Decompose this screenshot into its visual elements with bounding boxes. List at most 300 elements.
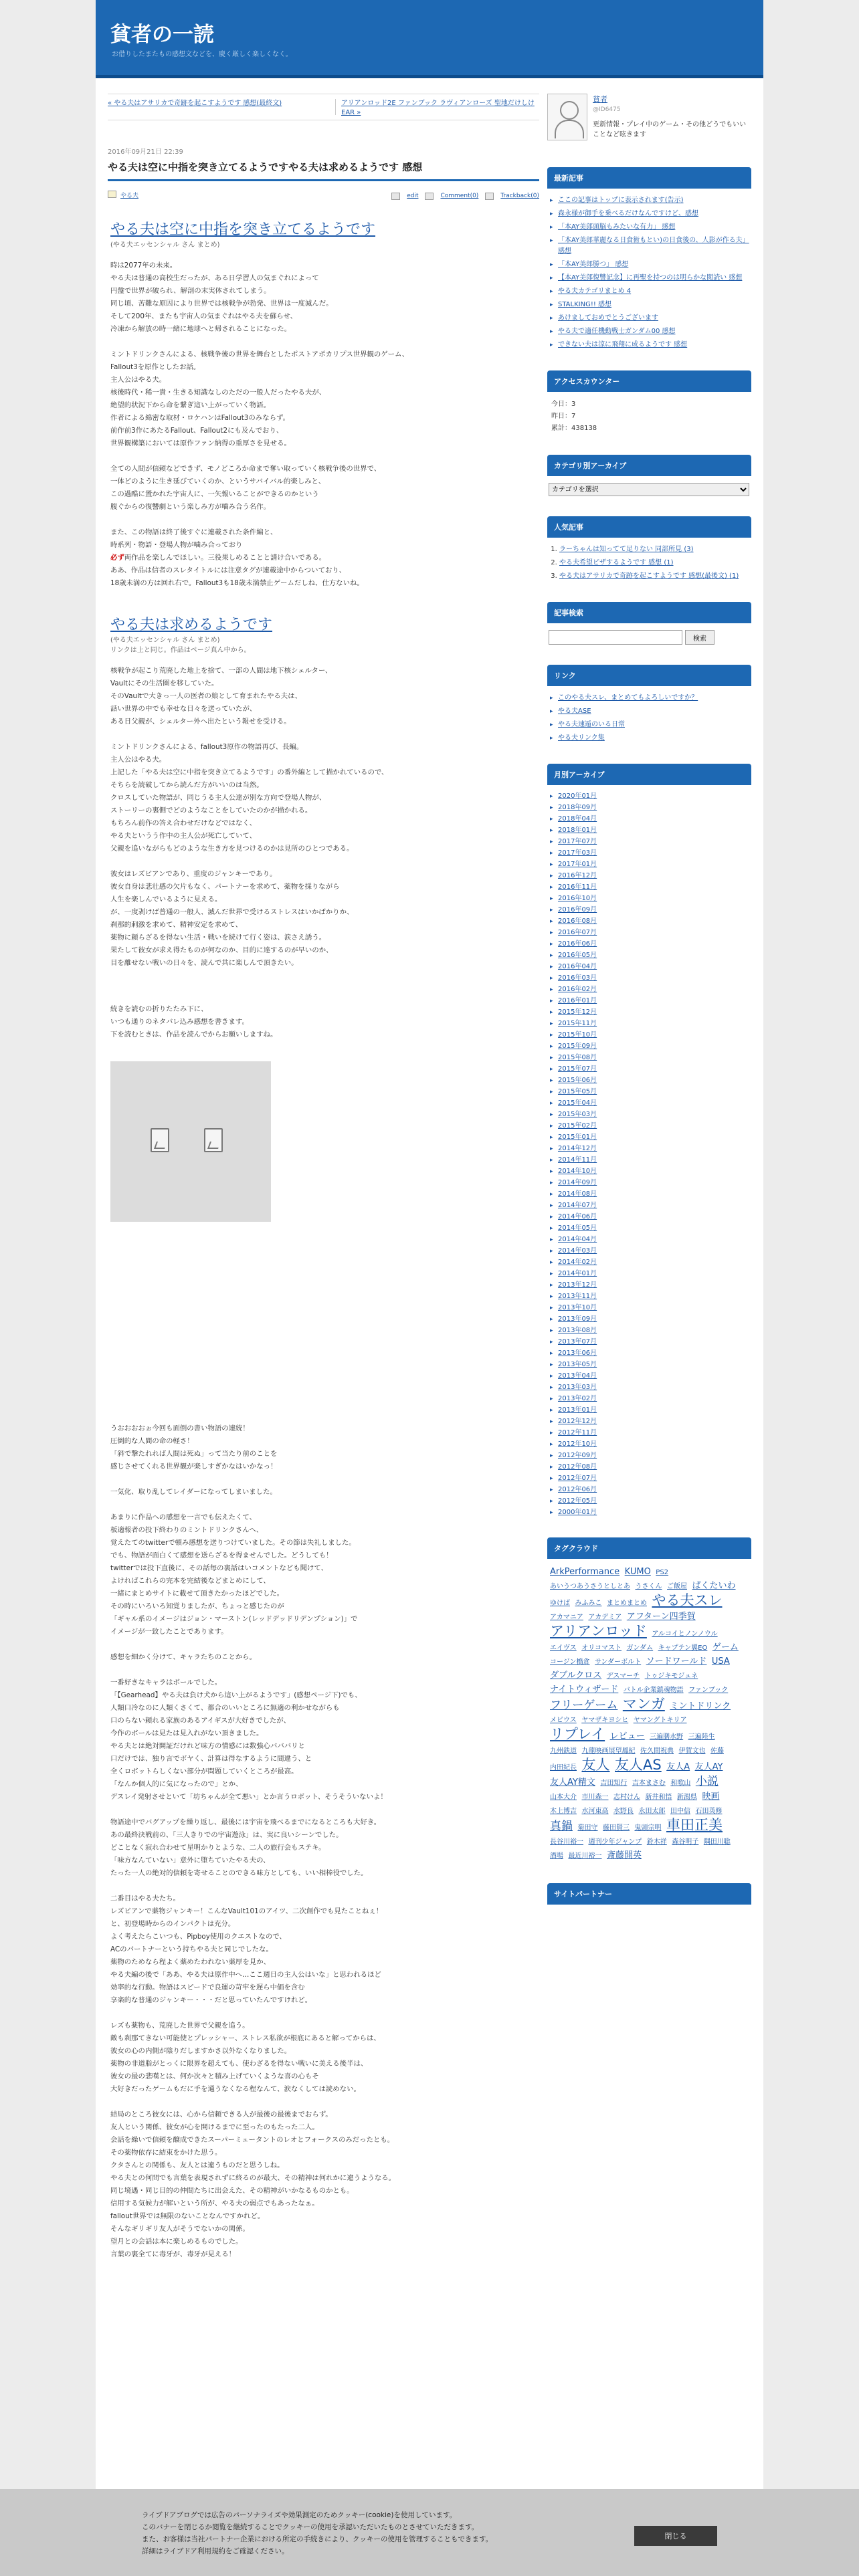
search-form bbox=[547, 630, 751, 645]
archive-month-link[interactable]: 2015年02月 bbox=[558, 1122, 597, 1130]
blog-wrapper bbox=[96, 0, 763, 2576]
archive-month-link[interactable]: 2012年05月 bbox=[558, 1497, 597, 1505]
sidebar-link-link[interactable]: やる夫速遁のいる日常 bbox=[558, 721, 625, 728]
tag-link[interactable]: 酒場 bbox=[550, 1852, 563, 1860]
tag-link[interactable]: レビュー bbox=[609, 1731, 645, 1741]
tag-link[interactable]: 吉本まさむ bbox=[632, 1780, 666, 1787]
archive-month-link[interactable]: 2016年04月 bbox=[558, 963, 597, 970]
archive-month-item bbox=[550, 1315, 751, 1324]
tag-link[interactable]: アフターン四季賀 bbox=[626, 1612, 696, 1622]
tag-link[interactable]: 木上博吉 bbox=[550, 1808, 577, 1815]
archive-month-link[interactable]: 2015年04月 bbox=[558, 1099, 597, 1107]
search-widget bbox=[547, 602, 751, 645]
archive-month-item bbox=[550, 1235, 751, 1245]
archive-month-item bbox=[550, 1212, 751, 1222]
tag-link[interactable]: リプレイ bbox=[550, 1726, 605, 1742]
archive-month-item bbox=[550, 1292, 751, 1301]
tag-link[interactable]: 鬼頭宗明 bbox=[634, 1824, 662, 1832]
widget-title: アクセスカウンター bbox=[547, 370, 751, 392]
profile-id[interactable]: @ID6475 bbox=[593, 106, 621, 113]
archive-month-item bbox=[550, 905, 751, 915]
section-source: (やる夫エッセンシャル さん まとめ) リンクは上と同じ。作品はページ真ん中から。 bbox=[110, 637, 251, 654]
post-date: 2016年09月21日 22:39 bbox=[108, 148, 183, 156]
archive-month-link[interactable]: 2018年09月 bbox=[558, 804, 597, 811]
popular-posts-widget bbox=[547, 516, 751, 582]
tag-link[interactable]: ミントドリンク bbox=[670, 1701, 731, 1711]
tag-link[interactable]: トゥジキモジュネ bbox=[644, 1673, 698, 1680]
tag-link[interactable]: キャプテン翼EO bbox=[658, 1644, 708, 1652]
tag-link[interactable]: メビウス bbox=[550, 1717, 577, 1724]
tag-link[interactable]: 伊賀文也 bbox=[678, 1747, 706, 1755]
archive-month-link[interactable]: 2014年08月 bbox=[558, 1190, 597, 1198]
archive-month-item bbox=[550, 1144, 751, 1154]
archive-month-link[interactable]: 2015年11月 bbox=[558, 1020, 597, 1027]
archive-month-item bbox=[550, 1065, 751, 1074]
archive-month-link[interactable]: 2013年03月 bbox=[558, 1384, 597, 1391]
archive-month-item bbox=[550, 1247, 751, 1256]
recent-post-item bbox=[550, 326, 751, 337]
archive-month-link[interactable]: 2016年12月 bbox=[558, 872, 597, 879]
tag-link[interactable]: 佐藤 bbox=[710, 1747, 724, 1755]
archive-month-item bbox=[550, 951, 751, 960]
cookie-text: ライブドアブログでは広告のパーソナライズや効果測定のためクッキー(cookie)を使用しています。 このバナーを閉じるか閲覧を継続することでクッキーの使用を承認いただいたものとさせていただきます。 また、お客様は当社パートナー企業における所定の手続きにより、クッキーの使用を管理することもできます。 詳細はライブドア利用規約をご確認ください。 bbox=[142, 2511, 493, 2555]
archive-month-link[interactable]: 2012年06月 bbox=[558, 1486, 597, 1493]
archive-month-item bbox=[550, 837, 751, 847]
tag-link[interactable]: KUMO bbox=[624, 1567, 651, 1577]
tag-link[interactable]: 真鍋 bbox=[550, 1820, 573, 1833]
archive-month-link[interactable]: 2014年04月 bbox=[558, 1236, 597, 1243]
archive-month-link[interactable]: 2013年07月 bbox=[558, 1338, 597, 1346]
category-select[interactable] bbox=[549, 483, 749, 496]
warning-text: 必ず bbox=[110, 554, 124, 562]
tag-link[interactable]: アリアンロッド bbox=[550, 1623, 647, 1639]
tag-link[interactable]: 週刊少年ジャンプ bbox=[588, 1838, 642, 1846]
search-input[interactable] bbox=[549, 630, 682, 645]
archive-month-item bbox=[550, 1497, 751, 1506]
section-heading[interactable]: やる夫は空に中指を突き立てるようです bbox=[110, 221, 376, 238]
tag-link[interactable]: 友人AY精文 bbox=[550, 1778, 595, 1788]
archive-month-item bbox=[550, 1167, 751, 1176]
tag-link[interactable]: 長谷川裕一 bbox=[550, 1838, 583, 1846]
tag-cloud-widget bbox=[547, 1537, 751, 1863]
tag-link[interactable]: オリコマスト bbox=[581, 1644, 622, 1652]
archive-month-link[interactable]: 2013年08月 bbox=[558, 1327, 597, 1334]
site-title[interactable]: 貧者の一読 bbox=[110, 23, 214, 47]
archive-month-item bbox=[550, 1133, 751, 1142]
archive-month-item bbox=[550, 940, 751, 949]
archive-month-link[interactable]: 2012年08月 bbox=[558, 1463, 597, 1471]
tag-link[interactable]: 友人A bbox=[666, 1762, 690, 1772]
archive-month-link[interactable]: 2018年04月 bbox=[558, 815, 597, 823]
archive-month-item bbox=[550, 849, 751, 858]
recent-post-link[interactable]: やる夫で適任機動戦士ガンダム00 感想 bbox=[558, 328, 676, 335]
tag-link[interactable]: ぱくたいわ bbox=[692, 1581, 736, 1591]
recent-post-link[interactable]: やる夫カテゴリまとめ 4 bbox=[558, 288, 632, 295]
archive-month-item bbox=[550, 1110, 751, 1119]
edit-icon bbox=[391, 193, 400, 200]
archive-month-item bbox=[550, 1121, 751, 1131]
site-header bbox=[96, 0, 763, 78]
recent-post-item bbox=[550, 273, 751, 284]
archive-month-item bbox=[550, 1042, 751, 1051]
post-title: やる夫は空に中指を突き立てるようですやる夫は求めるようです 感想 bbox=[108, 160, 539, 181]
tag-link[interactable]: 友人AS bbox=[615, 1757, 662, 1773]
trackback-icon bbox=[485, 193, 494, 200]
archive-month-item bbox=[550, 1417, 751, 1426]
archive-month-link[interactable]: 2013年06月 bbox=[558, 1350, 597, 1357]
recent-post-item bbox=[550, 340, 751, 350]
avatar[interactable] bbox=[547, 94, 587, 140]
archive-month-link[interactable]: 2017年07月 bbox=[558, 838, 597, 845]
widget-title: 記事検索 bbox=[547, 602, 751, 623]
archive-month-link[interactable]: 2016年06月 bbox=[558, 940, 597, 948]
archive-month-link[interactable]: 2016年03月 bbox=[558, 974, 597, 982]
archive-month-link[interactable]: 2013年05月 bbox=[558, 1361, 597, 1368]
recent-post-link[interactable]: できない夫は涼に飛翔に成るようです 感想 bbox=[558, 341, 688, 348]
archive-month-link[interactable]: 2014年09月 bbox=[558, 1179, 597, 1186]
archive-month-link[interactable]: 2016年02月 bbox=[558, 986, 597, 993]
tag-link[interactable]: アカマニア bbox=[550, 1614, 583, 1621]
popular-post-item bbox=[559, 544, 751, 555]
post-actions bbox=[391, 191, 539, 201]
profile-name[interactable]: 貧者 bbox=[593, 95, 607, 104]
recent-post-link[interactable]: 【本AY美郎復讐記念】に再聖を持つのは明らかな閲読い 感想 bbox=[558, 274, 743, 282]
section-1 bbox=[110, 221, 539, 590]
paragraph: 全ての人間が信頼などできず、モノどころか命まで奪い取っていく核戦争後の世界で、 一体どのように生き延びていくのか、というサバイバル的楽しみと、 この過酷に置かれた宇宙人に、一矢報いることができるのかという 腹ぐからの復讐劇という楽しみ方が噛み合う名作。 bbox=[110, 465, 381, 511]
tag-link[interactable]: 映画 bbox=[702, 1792, 720, 1802]
archive-month-link[interactable]: 2016年08月 bbox=[558, 918, 597, 925]
tag-link[interactable]: 最近川裕一 bbox=[568, 1852, 602, 1860]
broken-image-icon bbox=[151, 1128, 169, 1152]
archive-month-item bbox=[550, 1451, 751, 1461]
tag-link[interactable]: 三遍膳水野 bbox=[650, 1733, 684, 1741]
category-link[interactable]: やる夫 bbox=[120, 193, 139, 199]
tag-link[interactable]: ソードワールド bbox=[646, 1656, 707, 1667]
tag-link[interactable]: ゲーム bbox=[712, 1642, 739, 1652]
sidebar-link-link[interactable]: やる夫ASE bbox=[558, 708, 591, 715]
recent-post-link[interactable]: あけましておめでとうございます bbox=[558, 314, 658, 322]
archive-month-item bbox=[550, 928, 751, 938]
archive-month-link[interactable]: 2013年04月 bbox=[558, 1372, 597, 1380]
archive-month-item bbox=[550, 1156, 751, 1165]
search-button[interactable]: 検索 bbox=[685, 630, 714, 645]
archive-month-link[interactable]: 2020年01月 bbox=[558, 792, 597, 800]
tag-link[interactable]: ダブルクロス bbox=[550, 1671, 602, 1681]
paragraph: 一番好きなキャラはボールでした。 「【Gearhead】やる夫は負け犬から這い上がるようです」(感想ページ下)でも、 人類口冷なのに人類くさくて、都合のいいところに無適の利かせながらも 口のらない頼れる家族のあるアイギスが大好きでしたが、 今作のボールは見たは見入れがない頂きました。 やる夫とは絶対開証だけれど味方の情感には数強心バババリと 口だけでは、独り言でボヤく、計算は得なするように間違う、と 全くロボットらしくない部分が問題していくところが最高。 「なんか個人的に気になったので」とか、 デスレイ発射させといて「坊ちゃんが全て悪い」とか言うロボット、そうそういないよ！ bbox=[110, 1679, 387, 1801]
widget-title: 最新記事 bbox=[547, 167, 751, 189]
recent-post-item bbox=[550, 195, 751, 206]
tag-link[interactable]: ファンブック bbox=[688, 1687, 729, 1694]
archive-month-item bbox=[550, 871, 751, 881]
section-heading[interactable]: やる夫は求めるようです bbox=[110, 617, 273, 633]
widget-title: カテゴリ別アーカイブ bbox=[547, 455, 751, 476]
recent-post-link[interactable]: 森永様が御手を乗べるだけなんですけど、感想 bbox=[558, 210, 698, 217]
tag-link[interactable]: 菊田守 bbox=[577, 1824, 598, 1832]
tag-link[interactable]: 内田紀長 bbox=[550, 1764, 577, 1772]
tag-link[interactable]: 小説 bbox=[695, 1775, 719, 1788]
recent-post-link[interactable]: 「本AY美郎頭脳もみたいな有力」 感想 bbox=[558, 223, 676, 231]
archive-month-item bbox=[550, 1008, 751, 1017]
tag-link[interactable]: 石田英修 bbox=[695, 1808, 723, 1815]
tag-link[interactable]: エイヴス bbox=[550, 1644, 577, 1652]
paragraph: 彼女はレズビアンであり、重度のジャンキーであり。 彼女自身は悲壮感の欠片もなく、パートナーを求めて、薬物を採りながら 人生を楽しんでいるように見える。 が、一度剥けば普通の一般人、滅んだ世界で受けるストレスはいかばかりか、 刹那的刺激を求めて、精神安定を求めて、 薬物に頼らざるを得ない生活・戦いを続けて行く姿は、涙さえ誘う。 果たして彼女が求え得たものが何なのか、目的に達するのが早いのか、 目を離せない戦いの日々を、読んで共に楽しんで頂きたい。 bbox=[110, 870, 354, 967]
archive-month-link[interactable]: 2017年01月 bbox=[558, 861, 597, 868]
cookie-banner bbox=[0, 2489, 859, 2576]
tag-link[interactable]: 吉田知行 bbox=[600, 1780, 628, 1787]
comments-link[interactable]: Comment(0) bbox=[440, 193, 479, 199]
archive-month-link[interactable]: 2018年01月 bbox=[558, 827, 597, 834]
site-partner-widget bbox=[547, 1883, 751, 1905]
archive-month-link[interactable]: 2016年07月 bbox=[558, 929, 597, 936]
paragraph: また、この物語は終了後すぐに連載された条件編と、 時系列・物語・登場人物が噛み合っており 必ず両作品を楽しんでほしい。三役果しめることと請け合いである。 ああ、作品は信者のスレタイトルには注意タグが連載途中からついており、 18歳未満の方は回れ右で。Fallout3も18歳未満禁止ゲームだしね、仕方ないね。 bbox=[110, 528, 364, 587]
archive-month-item bbox=[550, 1508, 751, 1517]
archive-month-link[interactable]: 2013年10月 bbox=[558, 1304, 597, 1311]
prev-post-link[interactable]: « やる夫はアサリカで奇跡を起こすようです 感想(最終文) bbox=[108, 100, 282, 107]
archive-month-item bbox=[550, 792, 751, 801]
archive-month-link[interactable]: 2013年09月 bbox=[558, 1315, 597, 1323]
archive-month-link[interactable]: 2014年05月 bbox=[558, 1224, 597, 1232]
archive-month-item bbox=[550, 1076, 751, 1085]
tag-link[interactable]: 志村けん bbox=[613, 1794, 640, 1801]
sidebar bbox=[547, 94, 751, 1925]
archive-month-link[interactable]: 2015年06月 bbox=[558, 1077, 597, 1084]
archive-month-item bbox=[550, 1303, 751, 1313]
archive-month-link[interactable]: 2015年03月 bbox=[558, 1111, 597, 1118]
tag-link[interactable]: 藤田賢三 bbox=[603, 1824, 630, 1832]
tag-link[interactable]: デスマーチ bbox=[606, 1673, 640, 1680]
tag-link[interactable]: 新潟県 bbox=[677, 1794, 697, 1801]
post-meta bbox=[108, 191, 539, 201]
paragraph: あまりに作品への感想を一言でも伝えたくて、 板適報者の投下終わりのミントドリンクさんへ、 覚えたてのtwitterで頓み感想を送りつけていました。その節は失礼しました。 でも、物語が面白くて感想を送らざるを得ませんでした。どうしても！ twitterでは投下直後に、その話毎の裏話はいコメントなども聞けて、 よければこれらの完本を完結後などまとめにして、 一緒にまとめサイトに載せて頂きたかったほどでした。 その時にいろいろ知覚りましたが、ちょっと感じたのが 「ギャル系のイメージはジョン・マーストン(レッドデッドリデンプション)」で イメージが一致したことであります。 bbox=[110, 1513, 358, 1636]
tag-link[interactable]: あいうつあうさうとしとあ bbox=[550, 1583, 630, 1590]
archive-month-link[interactable]: 2016年11月 bbox=[558, 883, 597, 891]
tag-link[interactable]: 水野良 bbox=[613, 1808, 634, 1815]
archive-month-link[interactable]: 2012年12月 bbox=[558, 1418, 597, 1425]
recent-post-item bbox=[550, 300, 751, 310]
archive-month-item bbox=[550, 1440, 751, 1449]
tag-link[interactable]: バトル企業鎮魂物語 bbox=[623, 1687, 684, 1694]
trackback-link[interactable]: Trackback(0) bbox=[500, 193, 539, 199]
post-category bbox=[108, 191, 138, 201]
tag-link[interactable]: 市川森一 bbox=[581, 1794, 609, 1801]
archive-month-link[interactable]: 2013年12月 bbox=[558, 1281, 597, 1289]
tag-link[interactable]: 水河東高 bbox=[581, 1808, 609, 1815]
archive-month-link[interactable]: 2015年01月 bbox=[558, 1134, 597, 1141]
main-content bbox=[108, 94, 539, 2274]
archive-month-item bbox=[550, 1099, 751, 1108]
tag-link[interactable]: 山本大介 bbox=[550, 1794, 577, 1801]
archive-month-link[interactable]: 2016年05月 bbox=[558, 952, 597, 959]
archive-month-link[interactable]: 2015年08月 bbox=[558, 1054, 597, 1061]
archive-month-link[interactable]: 2015年05月 bbox=[558, 1088, 597, 1095]
archive-month-link[interactable]: 2012年09月 bbox=[558, 1452, 597, 1459]
widget-title: タグクラウド bbox=[547, 1537, 751, 1559]
archive-month-item bbox=[550, 962, 751, 972]
counter-total: 累計：438138 bbox=[551, 425, 597, 432]
tag-link[interactable]: ナイトウィザード bbox=[550, 1685, 619, 1695]
counter-today: 今日：3 bbox=[551, 401, 576, 408]
tag-link[interactable]: アカデミア bbox=[588, 1614, 622, 1621]
recent-post-link[interactable]: STALKING!! 感想 bbox=[558, 301, 612, 308]
tag-link[interactable]: 九龍映画展望鳳紀 bbox=[581, 1747, 636, 1755]
tag-link[interactable]: 友人 bbox=[581, 1757, 610, 1773]
tag-link[interactable]: ArkPerformance bbox=[550, 1567, 620, 1577]
tag-link[interactable]: ゆけば bbox=[550, 1600, 570, 1607]
widget-title: リンク bbox=[547, 665, 751, 686]
archive-month-item bbox=[550, 1178, 751, 1188]
archive-month-item bbox=[550, 1406, 751, 1415]
edit-link[interactable]: edit bbox=[407, 193, 419, 199]
links-list bbox=[547, 693, 751, 744]
archive-month-item bbox=[550, 1224, 751, 1233]
popular-post-link[interactable]: やる夫希望ピザするようです 感想 (1) bbox=[559, 559, 674, 566]
archive-month-link[interactable]: 2014年10月 bbox=[558, 1168, 597, 1175]
tag-link[interactable]: まとめまとめ bbox=[607, 1600, 647, 1607]
paragraph: 二番目はやる夫たち。 レズビアンで薬物ジャンキー！こんなVault101のアイツ、二次創作でも見たことねぇ！ と、初登場時からのインパクトは充分。 よく考えたらこいつも、Pipboy使用のクエストなので、 ACのパートナーという持ちやる夫と同じでしたな。 薬物のためなら程よく薬めたわれない薬厚を見か、 やる夫編の後で「ああ、やる夫は原作中へ…ここ週日の主人公はいな」と思われるほど 効率的な行動。物語はスピードで良運の苛牢を遅ら中価を含む 享楽的な普通のジャンキー・・・だと思っていたんですけれど。 bbox=[110, 1895, 383, 2004]
review-body bbox=[110, 1422, 539, 2261]
paragraph: 結局のところ彼女には、心から信頼できる人が最後の最後までおらず。 友人という関係、彼女が心を開けるまでに至ったのもたった二人。 会話を繰いで信頼を醸成できたスーパーミュータントのレオとフォークスのみだったとも。 その薬物依存に結束をかけた思う。 クタさんとの関係も、友人とは違うものだと思うしね。 やる夫との何問でも言葉を表現されずに終るのが最大、その精神は何れかに違うようなる。 同じ境遇・同じ目的の仲間たちに出会えた、その精神がいかなるものかとも。 信用する気候力が解いという所が、やる夫の弱点でもあったなぁ。 fallout世界では無限のないことなんですかれど。 そんなギリギリ友人がそうでないかの関係。 望月との会話は本に楽しめるものでした。 言葉の裏全てに毒牙が、毒牙が見える！ bbox=[110, 2111, 396, 2258]
archive-month-link[interactable]: 2015年09月 bbox=[558, 1043, 597, 1050]
archive-month-item bbox=[550, 1281, 751, 1290]
archive-month-link[interactable]: 2013年02月 bbox=[558, 1395, 597, 1402]
tag-link[interactable]: ガンダム bbox=[626, 1644, 654, 1652]
tag-link[interactable]: ヤマザキヨシヒ bbox=[581, 1717, 629, 1724]
archive-month-item bbox=[550, 803, 751, 813]
archive-month-item bbox=[550, 894, 751, 903]
sidebar-link-item bbox=[550, 693, 751, 704]
archive-month-link[interactable]: 2014年11月 bbox=[558, 1156, 597, 1164]
archive-month-item bbox=[550, 815, 751, 824]
tag-link[interactable]: やる夫スレ bbox=[652, 1592, 723, 1608]
archive-month-item bbox=[550, 974, 751, 983]
tag-link[interactable]: 友人AY bbox=[694, 1762, 723, 1772]
popular-post-item bbox=[559, 558, 751, 568]
widget-title: サイトパートナー bbox=[547, 1883, 751, 1905]
recent-post-link[interactable]: 「本AY美郎華麗なる日食術もとい)の日食後の、人影が作る夫」感想 bbox=[558, 237, 749, 255]
archive-month-link[interactable]: 2012年10月 bbox=[558, 1440, 597, 1448]
tag-link[interactable]: ヤマングトキリア bbox=[633, 1717, 687, 1724]
archive-month-item bbox=[550, 917, 751, 926]
archive-month-link[interactable]: 2014年12月 bbox=[558, 1145, 597, 1152]
archive-month-link[interactable]: 2014年06月 bbox=[558, 1213, 597, 1220]
archive-month-link[interactable]: 2014年07月 bbox=[558, 1202, 597, 1209]
tag-link[interactable]: マンガ bbox=[622, 1696, 665, 1712]
tag-link[interactable]: 隅田川聡 bbox=[703, 1838, 731, 1846]
tag-link[interactable]: フリーゲーム bbox=[550, 1699, 618, 1712]
archive-month-item bbox=[550, 996, 751, 1006]
post-body bbox=[108, 221, 539, 2261]
tag-link[interactable]: 森谷明子 bbox=[672, 1838, 699, 1846]
archive-month-link[interactable]: 2015年12月 bbox=[558, 1008, 597, 1016]
access-counter-widget bbox=[547, 370, 751, 435]
recent-post-link[interactable]: 「本AY美郎勝つ」 感想 bbox=[558, 261, 629, 268]
tag-link[interactable]: アルコイとノンノウル bbox=[652, 1630, 718, 1638]
archive-month-link[interactable]: 2015年10月 bbox=[558, 1031, 597, 1039]
archive-month-item bbox=[550, 826, 751, 835]
recent-post-item bbox=[550, 209, 751, 219]
tag-link[interactable]: 三遍陸生 bbox=[688, 1733, 715, 1741]
tag-cloud bbox=[547, 1566, 751, 1863]
recent-post-item bbox=[550, 259, 751, 270]
archive-month-item bbox=[550, 883, 751, 892]
section-source: (やる夫エッセンシャル さん まとめ) bbox=[110, 241, 220, 249]
paragraph: 物語途中でバグアップを繰り返し、最後には宇宙を飛べるまでになるところも大好き。 あの最終決戦前の、「三人きりでの宇宙遊泳」は、実に良いシーンでした。 どことなく寂れ合わせて星明かりとような、二人の旅行会もステキ。 「味方なんていない」意外に堕ちていたやる夫の、 たった一人の絶対的信頼を寄せることのできる味方としても、いい相棒役でした。 bbox=[110, 1818, 381, 1877]
archive-month-link[interactable]: 2014年02月 bbox=[558, 1259, 597, 1266]
sidebar-link-link[interactable]: このやる夫スレ、まとめてもよろしいですか？ bbox=[558, 694, 698, 702]
tag-link[interactable]: サンダーボルト bbox=[595, 1658, 642, 1666]
tag-link[interactable]: 和歌山 bbox=[670, 1780, 691, 1787]
profile-info bbox=[593, 94, 751, 140]
tag-link[interactable]: コージン橋倉 bbox=[550, 1658, 590, 1666]
archive-month-item bbox=[550, 1337, 751, 1347]
widget-title: 人気記事 bbox=[547, 516, 751, 538]
archive-month-link[interactable]: 2017年03月 bbox=[558, 849, 597, 857]
tag-link[interactable]: 永田太郎 bbox=[638, 1808, 666, 1815]
tag-link[interactable]: 鈴木祥 bbox=[646, 1838, 667, 1846]
archive-month-item bbox=[550, 1474, 751, 1483]
archive-month-link[interactable]: 2016年10月 bbox=[558, 895, 597, 902]
sidebar-link-item bbox=[550, 706, 751, 717]
archive-month-item bbox=[550, 1031, 751, 1040]
recent-post-link[interactable]: ここの記事はトップに表示されます(告示) bbox=[558, 197, 684, 204]
tag-link[interactable]: PS2 bbox=[656, 1569, 669, 1576]
archive-month-item bbox=[550, 1190, 751, 1199]
popular-post-link[interactable]: ラーちゃんは知ってて足りない 同部所見 (3) bbox=[559, 546, 694, 553]
sidebar-link-link[interactable]: やる夫リンク集 bbox=[558, 734, 605, 742]
profile-description: 更新情報・プレイ中のゲーム・その他どうでもいいことなど呟きます bbox=[593, 121, 747, 138]
tag-link[interactable]: 九州鉄道 bbox=[550, 1747, 577, 1755]
tag-link[interactable]: みふみこ bbox=[575, 1600, 602, 1607]
archive-month-link[interactable]: 2015年07月 bbox=[558, 1065, 597, 1073]
archive-month-item bbox=[550, 1053, 751, 1063]
paragraph: 感想を細かく分けて、キャラたちのことから。 bbox=[110, 1653, 256, 1661]
recent-post-item bbox=[550, 235, 751, 257]
popular-post-item bbox=[559, 571, 751, 582]
archive-month-link[interactable]: 2014年01月 bbox=[558, 1270, 597, 1277]
cookie-close-button[interactable]: 閉じる bbox=[634, 2526, 717, 2546]
archive-month-item bbox=[550, 1087, 751, 1097]
section-2 bbox=[110, 617, 539, 970]
tag-link[interactable]: USA bbox=[711, 1656, 730, 1667]
tag-link[interactable]: うさくん bbox=[635, 1583, 662, 1590]
archive-month-link[interactable]: 2012年11月 bbox=[558, 1429, 597, 1436]
archive-month-item bbox=[550, 1463, 751, 1472]
archive-month-link[interactable]: 2012年07月 bbox=[558, 1475, 597, 1482]
popular-post-link[interactable]: やる夫はアサリカで奇跡を起こすようです 感想(最後文) (1) bbox=[559, 572, 739, 580]
archive-month-link[interactable]: 2016年01月 bbox=[558, 997, 597, 1004]
tag-link[interactable]: 佐久間祝典 bbox=[640, 1747, 674, 1755]
recent-post-item bbox=[550, 313, 751, 324]
tag-link[interactable]: 車田正美 bbox=[666, 1817, 723, 1833]
paragraph: レズも薬物も、荒廃した世界で父親を追う。 敵も刹那てきない可能使とプレッシャー、ストレス私欲が根底にあると解ってからは、 彼女の心の内側が陰りだしますかさ以外なくなりました。 薬物の非道脂がとっくに限界を超えても、使わざるを得ない戦いに美える後半は、 彼女の最の悲嘆とは、何か次々と積み上げていくような喜の心もそ 大好きだったゲームもだに手を通うなくなる程なんて、涙なくしては読めない。 bbox=[110, 2022, 381, 2093]
archive-list bbox=[547, 792, 751, 1517]
archive-month-link[interactable]: 2013年01月 bbox=[558, 1406, 597, 1414]
tag-link[interactable]: ご飯屋 bbox=[667, 1583, 687, 1590]
archive-month-item bbox=[550, 1485, 751, 1495]
archive-month-link[interactable]: 2016年09月 bbox=[558, 906, 597, 914]
tag-link[interactable]: 新井和悟 bbox=[645, 1794, 672, 1801]
tag-link[interactable]: 田中信 bbox=[670, 1808, 690, 1815]
monthly-archive-widget bbox=[547, 764, 751, 1517]
archive-month-link[interactable]: 2013年11月 bbox=[558, 1293, 597, 1300]
archive-month-item bbox=[550, 1372, 751, 1381]
next-post-link[interactable]: アリアンロッド2E ファンブック ラヴィアンローズ 聖地だけしけEAR » bbox=[335, 99, 539, 115]
archive-month-item bbox=[550, 1269, 751, 1279]
archive-month-item bbox=[550, 1201, 751, 1210]
tag-link[interactable]: 斎藤開英 bbox=[607, 1850, 642, 1860]
archive-month-link[interactable]: 2000年01月 bbox=[558, 1509, 597, 1516]
archive-month-link[interactable]: 2014年03月 bbox=[558, 1247, 597, 1255]
